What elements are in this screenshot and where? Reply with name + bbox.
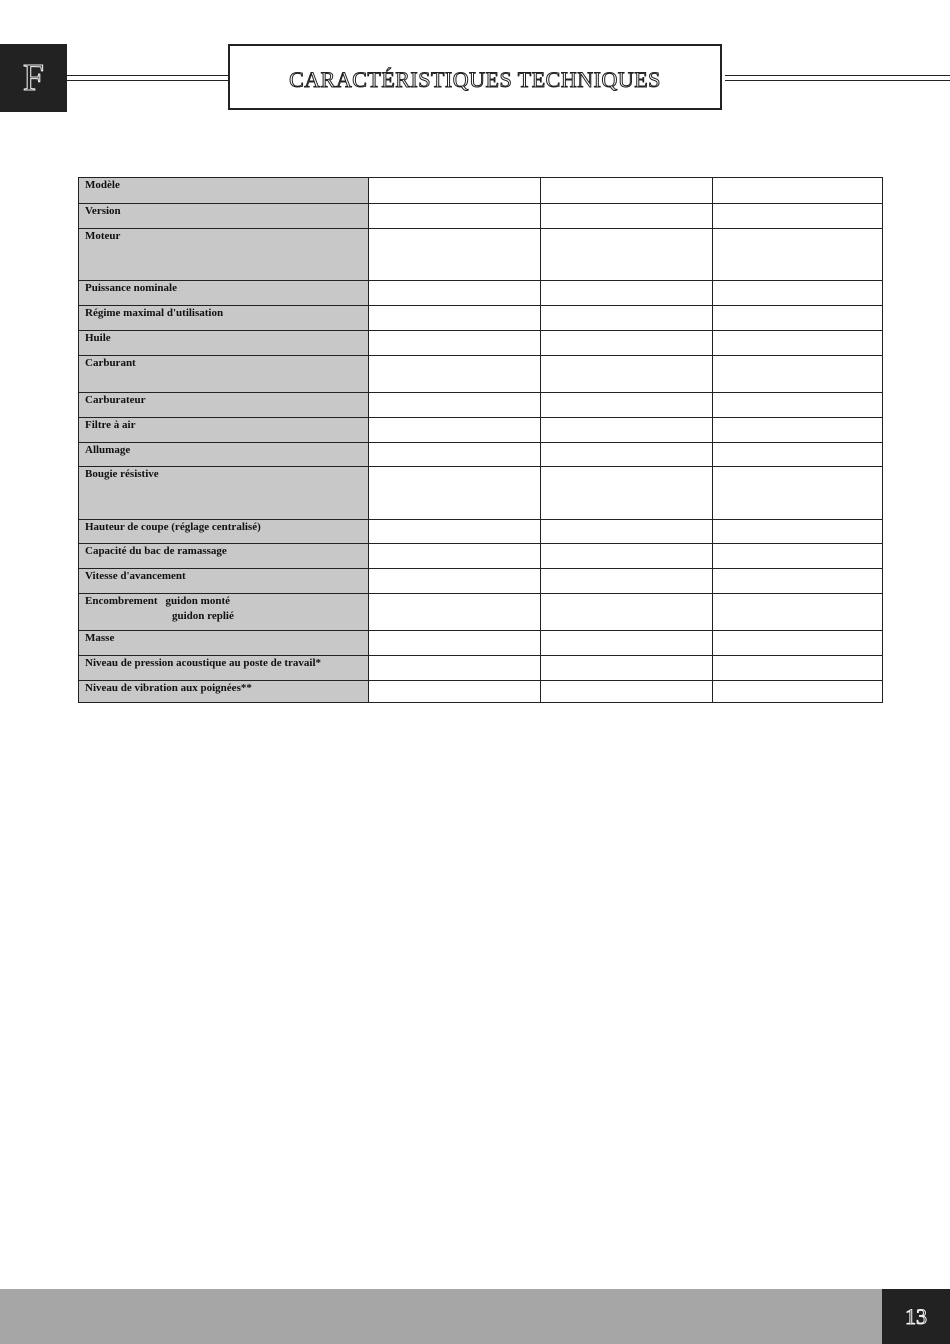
value-cell	[541, 467, 713, 520]
value-cell	[541, 281, 713, 306]
value-cell	[369, 306, 541, 331]
row-label: Allumage	[85, 444, 131, 456]
value-cell	[369, 331, 541, 356]
row-sublabel: guidon replié	[172, 610, 234, 622]
value-cell	[541, 631, 713, 656]
value-cell	[369, 594, 541, 631]
value-cell	[713, 520, 883, 544]
row-label: Moteur	[85, 230, 121, 242]
value-cell	[713, 229, 883, 281]
value-cell	[369, 520, 541, 544]
row-label-cell	[79, 229, 369, 281]
value-cell	[541, 393, 713, 418]
row-label: Modèle	[85, 179, 120, 191]
value-cell	[369, 204, 541, 229]
value-cell	[369, 281, 541, 306]
value-cell	[541, 356, 713, 393]
table-row	[79, 204, 883, 229]
row-label: Niveau de pression acoustique au poste de travail*	[85, 657, 322, 669]
value-cell	[541, 656, 713, 681]
value-cell	[369, 356, 541, 393]
row-label-cell	[79, 594, 369, 631]
table-row	[79, 594, 883, 631]
value-cell	[541, 229, 713, 281]
row-label-cell	[79, 393, 369, 418]
value-cell	[541, 204, 713, 229]
row-label: Niveau de vibration aux poignées**	[85, 682, 252, 694]
value-cell	[369, 178, 541, 204]
value-cell	[541, 306, 713, 331]
table-row	[79, 393, 883, 418]
value-cell	[713, 393, 883, 418]
row-label-cell	[79, 656, 369, 681]
value-cell	[541, 443, 713, 467]
table-row	[79, 656, 883, 681]
row-label: Bougie résistive	[85, 468, 159, 480]
value-cell	[713, 204, 883, 229]
row-label: Masse	[85, 632, 115, 644]
table-row	[79, 418, 883, 443]
value-cell	[541, 331, 713, 356]
row-label: Filtre à air	[85, 419, 136, 431]
row-label-cell	[79, 306, 369, 331]
value-cell	[369, 467, 541, 520]
table-row	[79, 569, 883, 594]
value-cell	[713, 569, 883, 594]
table-row	[79, 356, 883, 393]
value-cell	[713, 681, 883, 703]
value-cell	[369, 631, 541, 656]
value-cell	[713, 178, 883, 204]
table-row	[79, 631, 883, 656]
row-label: Encombrement guidon monté	[85, 595, 231, 607]
row-label: Vitesse d'avancement	[85, 570, 186, 582]
row-label-cell	[79, 356, 369, 393]
header-rule-right	[725, 75, 950, 81]
value-cell	[369, 229, 541, 281]
row-label-cell	[79, 281, 369, 306]
header-rule-left	[67, 75, 229, 81]
row-label: Régime maximal d'utilisation	[85, 307, 224, 319]
value-cell	[369, 569, 541, 594]
row-label-cell	[79, 520, 369, 544]
table-row	[79, 331, 883, 356]
value-cell	[369, 393, 541, 418]
page-title: CARACTÉRISTIQUES TECHNIQUES	[289, 67, 661, 92]
value-cell	[713, 467, 883, 520]
value-cell	[713, 281, 883, 306]
table-row	[79, 544, 883, 569]
row-sublabel: guidon monté	[165, 595, 231, 607]
value-cell	[369, 443, 541, 467]
value-cell	[541, 520, 713, 544]
value-cell	[541, 594, 713, 631]
row-label-cell	[79, 681, 369, 703]
table-row	[79, 229, 883, 281]
value-cell	[713, 418, 883, 443]
row-label: Version	[85, 205, 121, 217]
table-row	[79, 443, 883, 467]
table-row	[79, 306, 883, 331]
title-box	[228, 44, 722, 110]
value-cell	[713, 443, 883, 467]
table-row	[79, 281, 883, 306]
value-cell	[713, 544, 883, 569]
value-cell	[369, 544, 541, 569]
table-row	[79, 520, 883, 544]
row-label: Carburateur	[85, 394, 146, 406]
row-label-cell	[79, 204, 369, 229]
value-cell	[369, 681, 541, 703]
footer-bar	[0, 1289, 950, 1344]
value-cell	[713, 306, 883, 331]
row-label-cell	[79, 178, 369, 204]
row-label-cell	[79, 443, 369, 467]
value-cell	[541, 418, 713, 443]
language-tab	[0, 44, 67, 112]
value-cell	[541, 178, 713, 204]
row-label-cell	[79, 467, 369, 520]
value-cell	[541, 569, 713, 594]
value-cell	[713, 656, 883, 681]
table-row	[79, 467, 883, 520]
specs-table	[78, 177, 883, 703]
row-label-cell	[79, 631, 369, 656]
row-label: Huile	[85, 332, 111, 344]
row-label: Hauteur de coupe (réglage centralisé)	[85, 521, 261, 533]
value-cell	[713, 356, 883, 393]
value-cell	[541, 681, 713, 703]
page-number-box	[882, 1289, 950, 1344]
row-label: Capacité du bac de ramassage	[85, 545, 227, 557]
row-label-cell	[79, 331, 369, 356]
value-cell	[541, 544, 713, 569]
value-cell	[369, 418, 541, 443]
row-label-cell	[79, 544, 369, 569]
row-label-cell	[79, 418, 369, 443]
row-label-cell	[79, 569, 369, 594]
row-label: Puissance nominale	[85, 282, 177, 294]
table-row	[79, 681, 883, 703]
value-cell	[369, 656, 541, 681]
page-number: 13	[905, 1303, 927, 1329]
table-row	[79, 178, 883, 204]
language-letter: F	[22, 57, 45, 99]
row-label: Carburant	[85, 357, 136, 369]
value-cell	[713, 631, 883, 656]
value-cell	[713, 594, 883, 631]
value-cell	[713, 331, 883, 356]
